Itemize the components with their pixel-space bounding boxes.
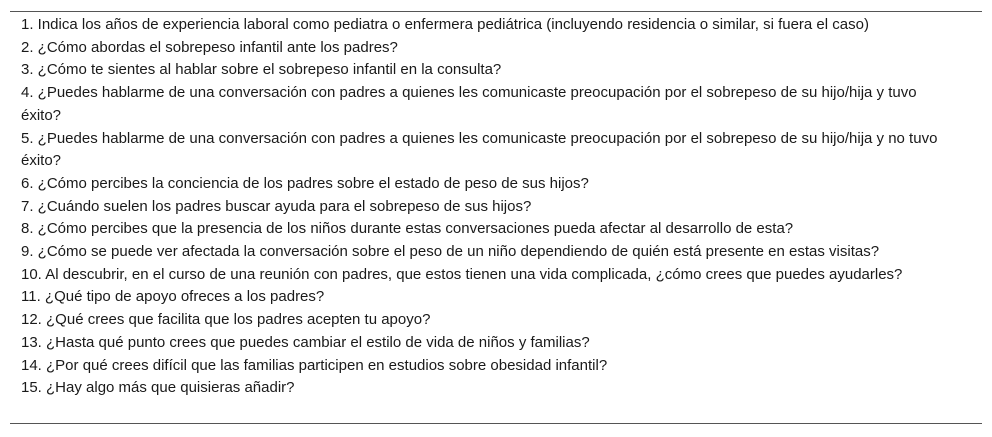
question-item: 9. ¿Cómo se puede ver afectada la conversación sobre el peso de un niño dependiendo de quién está presente en estas visitas? <box>21 243 880 261</box>
question-item: 3. ¿Cómo te sientes al hablar sobre el sobrepeso infantil en la consulta? <box>21 61 502 79</box>
question-item: 1. Indica los años de experiencia laboral como pediatra o enfermera pediátrica (incluyendo residencia o similar, si fuera el caso) <box>21 16 869 33</box>
question-item: 10. Al descubrir, en el curso de una reunión con padres, que estos tienen una vida complicada, ¿cómo crees que puedes ayudarles? <box>21 265 903 283</box>
questions-table <box>10 11 982 424</box>
question-item: 11. ¿Qué tipo de apoyo ofreces a los padres? <box>21 288 325 306</box>
question-item: 4. ¿Puedes hablarme de una conversación con padres a quienes les comunicaste preocupación por el sobrepeso de su hijo/hija y tuvo éxito? <box>21 84 917 124</box>
question-item: 5. ¿Puedes hablarme de una conversación con padres a quienes les comunicaste preocupación por el sobrepeso de su hijo/hija y no tuvo éxito? <box>21 129 938 170</box>
question-item: 13. ¿Hasta qué punto crees que puedes cambiar el estilo de vida de niños y familias? <box>21 333 590 351</box>
question-item: 6. ¿Cómo percibes la conciencia de los padres sobre el estado de peso de sus hijos? <box>21 174 589 192</box>
question-item: 15. ¿Hay algo más que quisieras añadir? <box>21 379 295 397</box>
question-item: 14. ¿Por qué crees difícil que las familias participen en estudios sobre obesidad infantil? <box>21 356 608 374</box>
question-item: 2. ¿Cómo abordas el sobrepeso infantil ante los padres? <box>21 38 398 56</box>
question-list <box>10 12 956 400</box>
question-item: 12. ¿Qué crees que facilita que los padres acepten tu apoyo? <box>21 311 431 329</box>
question-item: 7. ¿Cuándo suelen los padres buscar ayuda para el sobrepeso de sus hijos? <box>21 197 532 215</box>
question-item: 8. ¿Cómo percibes que la presencia de los niños durante estas conversaciones pueda afectar al desarrollo de esta? <box>21 220 794 238</box>
